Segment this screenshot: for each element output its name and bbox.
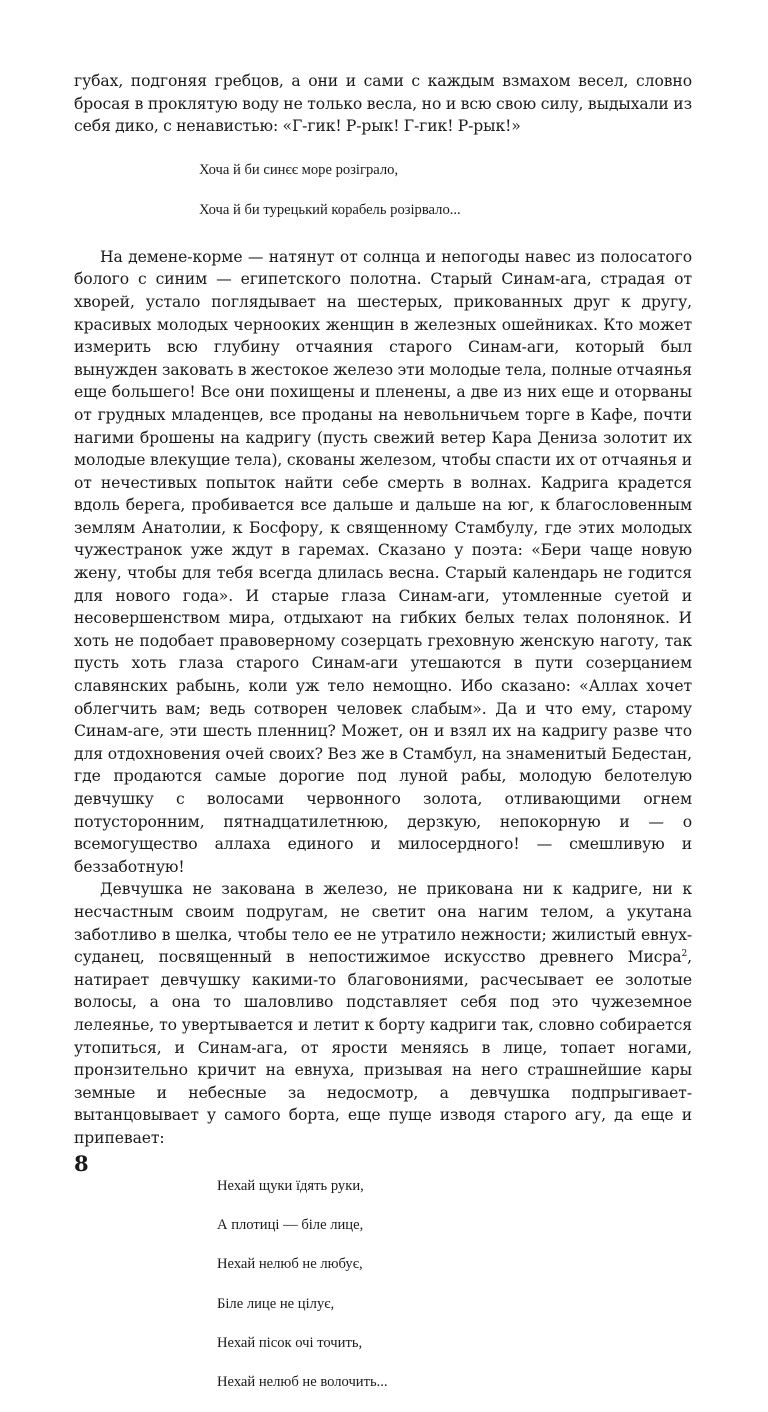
paragraph-girl-part2: , натирает девчушку какими-то благовониями, расчесывает ее золотые волосы, а она то шаловливо подставляет себя под это чужеземное лелеянье, то увертывается и летит к борту кадриги так, словно собирается утопиться, и Синам-ага, от ярости меняясь в лице, топает ногами, пронзительно кричит на евнуха, призывая на него страшнейшие кары земные и небесные за недосмотр, а девчушка подпрыгивает-вытанцовывает у самого борта, еще пуще изводя старого агу, да еще и припевает:: [74, 948, 692, 1147]
paragraph-continuation: губах, подгоняя гребцов, а они и сами с каждым взмахом весел, словно бросая в проклятую воду не только весла, но и всю свою силу, выдыхали из себя дико, с ненавистью: «Г-гик! Р-рык! Г-гик! Р-рык!»: [74, 70, 692, 138]
verse-quote-1: [199, 142, 692, 240]
verse-line: Нехай щуки їдять руки,: [217, 1177, 692, 1197]
verse-line: Нехай пісок очі точить,: [217, 1334, 692, 1354]
paragraph-girl-part1: Девчушка не закована в железо, не прикована ни к кадриге, ни к несчастным своим подругам, не светит она нагим телом, а укутана заботливо в шелка, чтобы тело ее не утратило нежности; жилистый евнух-суданец, посвященный в непостижимое искусство древнего Мисра: [74, 880, 692, 966]
paragraph-deck: На демене-корме — натянут от солнца и непогоды навес из полосатого болого с синим — египетского полотна. Старый Синам-ага, страдая от хворей, устало поглядывает на шестерых, прикованных друг к другу, красивых молодых чернооких женщин в железных ошейниках. Кто может измерить всю глубину отчаяния старого Синам-аги, который был вынужден заковать в жестокое железо эти молодые тела, полные отчаянья еще большего! Все они похищены и пленены, а две из них еще и оторваны от грудных младенцев, все проданы на невольничьем торге в Кафе, почти нагими брошены на кадригу (пусть свежий ветер Кара Дениза золотит их молодые влекущие тела), скованы железом, чтобы спасти их от отчаянья и от нечестивых попыток найти себе смерть в волнах. Кадрига крадется вдоль берега, пробивается все дальше и дальше на юг, к благословенным землям Анатолии, к Босфору, к священному Стамбулу, где этих молодых чужестранок уже ждут в гаремах. Сказано у поэта: «Бери чаще новую жену, чтобы для тебя всегда длилась весна. Старый календарь не годится для нового года». И старые глаза Синам-аги, утомленные суетой и несовершенством мира, отдыхают на гибких белых телах полонянок. И хоть не подобает правоверному созерцать греховную женскую наготу, так пусть хоть глаза старого Синам-аги утешаются в пути созерцанием славянских рабынь, коли уж тело немощно. Ибо сказано: «Аллах хочет облегчить вам; ведь сотворен человек слабым». Да и что ему, старому Синам-аге, эти шесть пленниц? Может, он и взял их на кадригу разве что для отдохновения очей своих? Вез же в Стамбул, на знаменитый Бедестан, где продаются самые дорогие под луной рабы, молодую белотелую девчушку с волосами червонного золота, отливающими огнем потусторонним, пятнадцатилетнюю, дерзкую, непокорную и — о всемогущество аллаха единого и милосердного! — смешливую и беззаботную!: [74, 246, 692, 879]
verse-line: Нехай нелюб не волочить...: [217, 1373, 692, 1393]
page-content: [74, 70, 692, 1412]
page-number: 8: [74, 1152, 89, 1176]
verse-line: Хоча й би синєє море розіграло,: [199, 161, 692, 181]
verse-line: А плотиці — біле лице,: [217, 1216, 692, 1236]
verse-line: Біле лице не цілує,: [217, 1295, 692, 1315]
verse-quote-2: [217, 1158, 692, 1412]
paragraph-girl: [74, 878, 692, 1149]
verse-line: Нехай нелюб не любує,: [217, 1255, 692, 1275]
footnote-marker: 2: [682, 949, 688, 959]
verse-line: Хоча й би турецький корабель розірвало...: [199, 201, 692, 221]
